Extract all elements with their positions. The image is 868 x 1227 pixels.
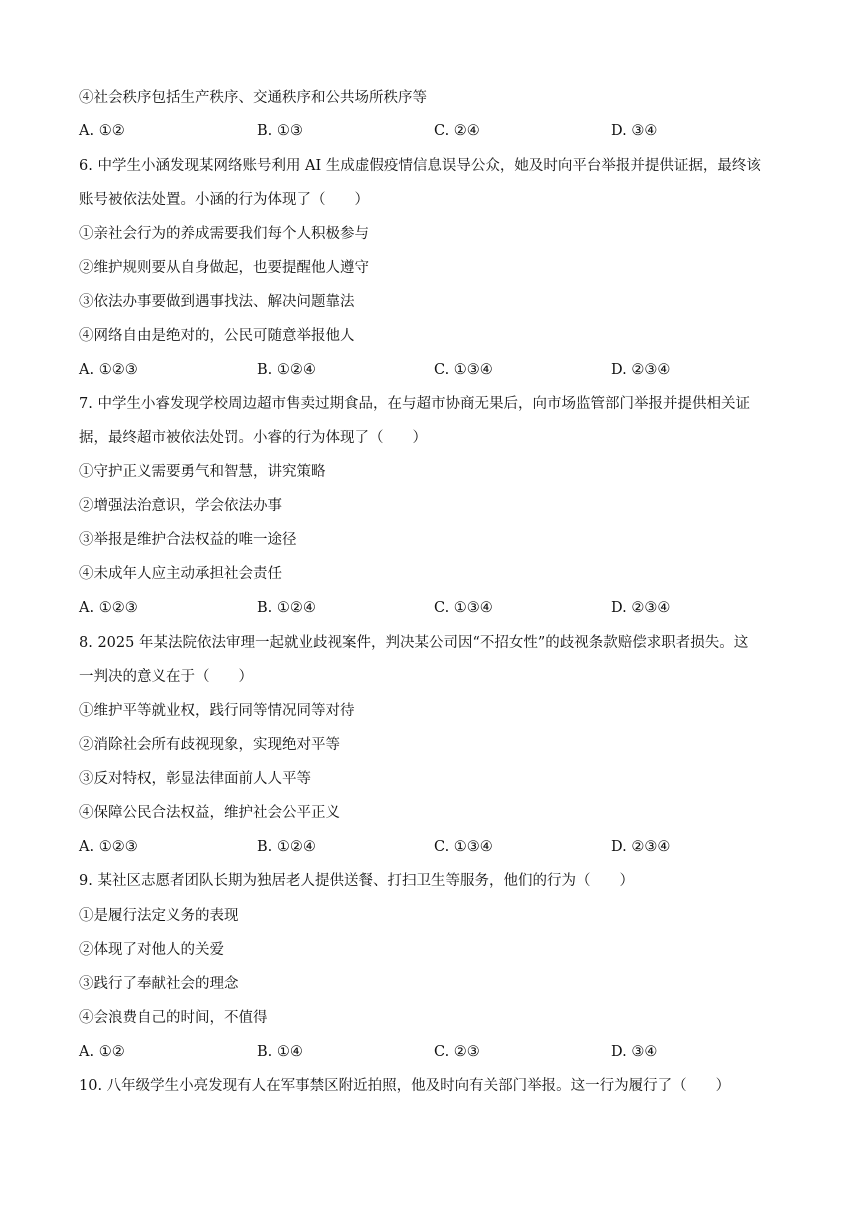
- option-d: D. ②③④: [611, 839, 671, 855]
- q9-options: [79, 1042, 799, 1062]
- option-c: C. ②③: [434, 1044, 480, 1060]
- q7-item-2: ②增强法治意识，学会依法办事: [79, 498, 282, 514]
- option-c: C. ①③④: [434, 362, 493, 378]
- q6-item-2: ②维护规则要从自身做起，也要提醒他人遵守: [79, 260, 369, 276]
- q6-item-4: ④网络自由是绝对的，公民可随意举报他人: [79, 328, 355, 344]
- option-c: C. ①③④: [434, 600, 493, 616]
- option-d: D. ③④: [611, 123, 658, 139]
- q8-item-4: ④保障公民合法权益，维护社会公平正义: [79, 805, 340, 821]
- q6-stem-line-1: 6. 中学生小涵发现某网络账号利用 AI 生成虚假疫情信息误导公众，她及时向平台举报并提供证据，最终该: [79, 158, 761, 174]
- q7-item-4: ④未成年人应主动承担社会责任: [79, 566, 282, 582]
- q9-stem-line-1: 9. 某社区志愿者团队长期为独居老人提供送餐、打扫卫生等服务，他们的行为（ ）: [79, 873, 634, 889]
- q9-item-1: ①是履行法定义务的表现: [79, 908, 239, 924]
- option-a: A. ①②: [79, 123, 125, 139]
- option-c: C. ①③④: [434, 839, 493, 855]
- q7-stem-line-1: 7. 中学生小睿发现学校周边超市售卖过期食品，在与超市协商无果后，向市场监管部门举报并提供相关证: [79, 396, 750, 412]
- option-d: D. ③④: [611, 1044, 658, 1060]
- option-b: B. ①④: [257, 1044, 303, 1060]
- option-a: A. ①②③: [79, 839, 138, 855]
- option-d: D. ②③④: [611, 600, 671, 616]
- q8-item-1: ①维护平等就业权，践行同等情况同等对待: [79, 703, 355, 719]
- q8-stem-line-2: 一判决的意义在于（ ）: [79, 669, 253, 685]
- q8-item-3: ③反对特权，彰显法律面前人人平等: [79, 771, 311, 787]
- option-b: B. ①②④: [257, 362, 316, 378]
- q8-stem-line-1: 8. 2025 年某法院依法审理一起就业歧视案件，判决某公司因“不招女性”的歧视条款赔偿求职者损失。这: [79, 635, 749, 651]
- q7-options: [79, 598, 799, 618]
- q9-item-3: ③践行了奉献社会的理念: [79, 976, 239, 992]
- q9-item-4: ④会浪费自己的时间，不值得: [79, 1010, 268, 1026]
- q6-item-3: ③依法办事要做到遇事找法、解决问题靠法: [79, 294, 355, 310]
- q6-stem-line-2: 账号被依法处置。小涵的行为体现了（ ）: [79, 192, 369, 208]
- q7-item-3: ③举报是维护合法权益的唯一途径: [79, 532, 297, 548]
- option-b: B. ①②④: [257, 600, 316, 616]
- q7-item-1: ①守护正义需要勇气和智慧，讲究策略: [79, 464, 326, 480]
- q7-stem-line-2: 据，最终超市被依法处罚。小睿的行为体现了（ ）: [79, 430, 427, 446]
- option-a: A. ①②: [79, 1044, 125, 1060]
- option-b: B. ①③: [257, 123, 303, 139]
- q6-item-1: ①亲社会行为的养成需要我们每个人积极参与: [79, 226, 369, 242]
- q9-item-2: ②体现了对他人的关爱: [79, 942, 224, 958]
- q5-item-4: ④社会秩序包括生产秩序、交通秩序和公共场所秩序等: [79, 90, 427, 106]
- option-d: D. ②③④: [611, 362, 671, 378]
- option-a: A. ①②③: [79, 362, 138, 378]
- q10-stem-line-1: 10. 八年级学生小亮发现有人在军事禁区附近拍照，他及时向有关部门举报。这一行为履行了（ ）: [79, 1078, 731, 1094]
- option-a: A. ①②③: [79, 600, 138, 616]
- option-c: C. ②④: [434, 123, 480, 139]
- q8-item-2: ②消除社会所有歧视现象，实现绝对平等: [79, 737, 340, 753]
- q8-options: [79, 837, 799, 857]
- option-b: B. ①②④: [257, 839, 316, 855]
- q5-options: [79, 121, 799, 141]
- q6-options: [79, 360, 799, 380]
